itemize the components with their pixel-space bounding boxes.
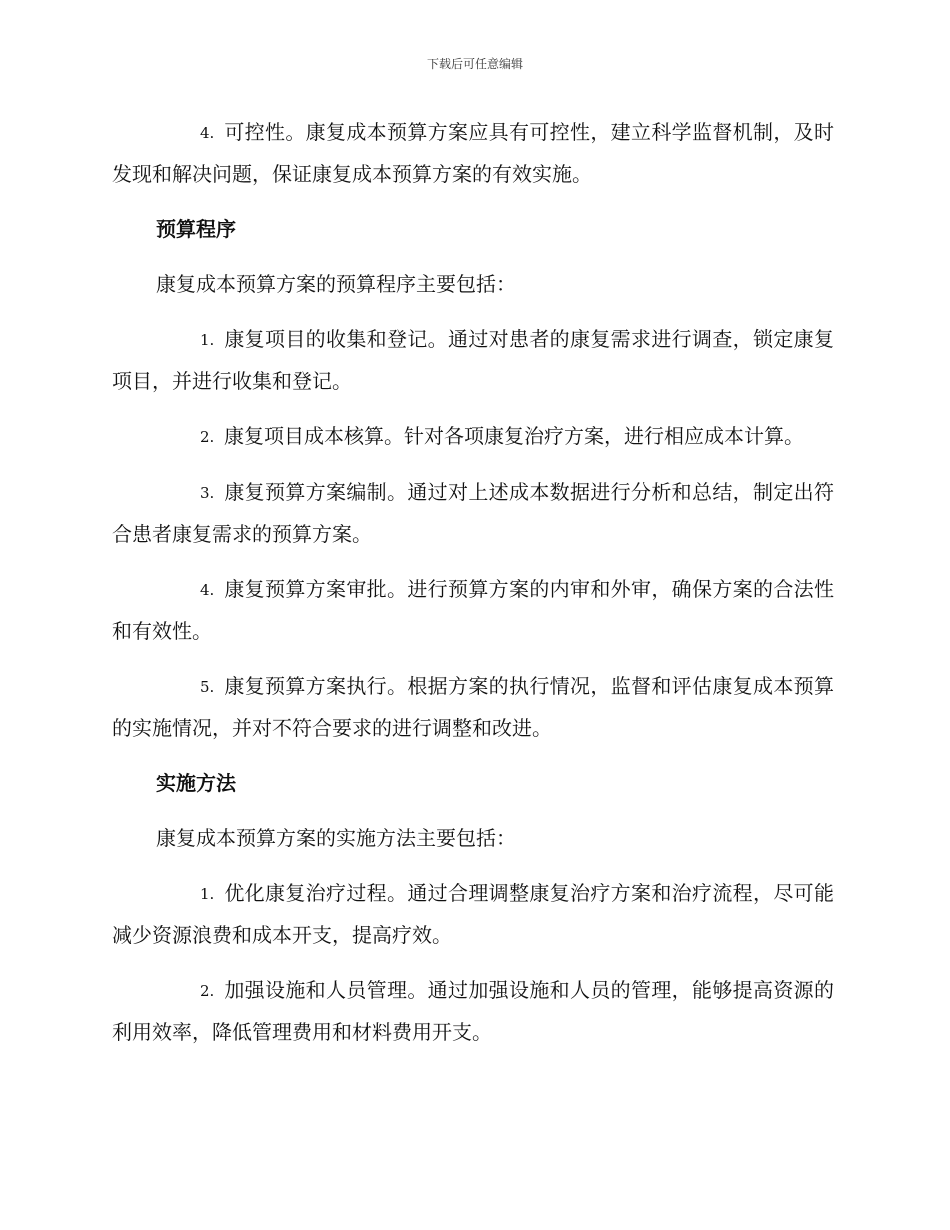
intro-paragraph-procedure: 康复成本预算方案的预算程序主要包括： (156, 272, 516, 296)
list-item-text: 康复项目成本核算。针对各项康复治疗方案，进行相应成本计算。 (224, 424, 804, 448)
list-item-text: 康复项目的收集和登记。通过对患者的康复需求进行调查，锁定康复项目，并进行收集和登记。 (112, 327, 834, 393)
intro-paragraph-implementation: 康复成本预算方案的实施方法主要包括： (156, 826, 516, 850)
list-number: 4. (200, 124, 215, 142)
list-number: 2. (200, 428, 215, 446)
section-heading-budget-procedure: 预算程序 (156, 217, 236, 241)
list-item-plan-execution (112, 666, 834, 749)
list-item-optimize-process (112, 873, 834, 956)
list-item-collect-register (112, 319, 834, 402)
list-item-strengthen-management (112, 970, 834, 1053)
document-body (112, 112, 834, 1067)
list-item-controllability (112, 112, 834, 195)
list-item-text: 优化康复治疗过程。通过合理调整康复治疗方案和治疗流程，尽可能减少资源浪费和成本开支，提高疗效。 (112, 881, 834, 947)
list-number: 3. (200, 484, 215, 502)
list-item-text: 康复预算方案编制。通过对上述成本数据进行分析和总结，制定出符合患者康复需求的预算方案。 (112, 480, 834, 546)
list-item-text: 加强设施和人员管理。通过加强设施和人员的管理，能够提高资源的利用效率，降低管理费用和材料费用开支。 (112, 978, 834, 1044)
list-item-cost-accounting (112, 416, 834, 458)
list-number: 1. (200, 331, 215, 349)
section-heading-implementation: 实施方法 (156, 771, 236, 795)
list-item-text: 可控性。康复成本预算方案应具有可控性，建立科学监督机制，及时发现和解决问题，保证康复成本预算方案的有效实施。 (112, 120, 834, 186)
list-number: 4. (200, 581, 215, 599)
list-number: 2. (200, 982, 215, 1000)
page-header: 下载后可任意编辑 (426, 57, 523, 71)
list-number: 5. (200, 678, 215, 696)
list-item-text: 康复预算方案审批。进行预算方案的内审和外审，确保方案的合法性和有效性。 (112, 577, 834, 643)
list-item-plan-compilation (112, 472, 834, 555)
list-item-text: 康复预算方案执行。根据方案的执行情况，监督和评估康复成本预算的实施情况，并对不符合要求的进行调整和改进。 (112, 674, 834, 740)
list-number: 1. (200, 885, 215, 903)
list-item-plan-approval (112, 569, 834, 652)
